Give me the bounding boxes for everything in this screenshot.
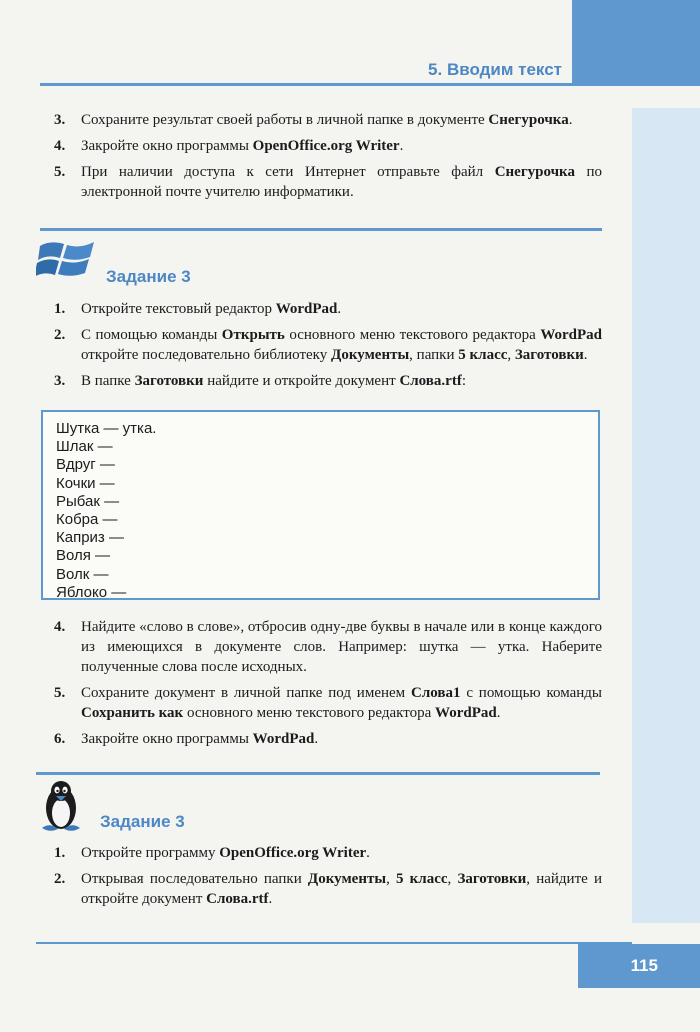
windows-steps-after [54,617,602,755]
list-item-text: Открывая последовательно папки [81,871,308,887]
emphasis-text: Документы [307,871,387,887]
emphasis-text: Заготовки [514,347,584,363]
list-item-text: . [314,731,319,747]
list-item-text: , [447,871,458,887]
list-item-number: 6. [54,731,66,747]
windows-steps-before [54,299,602,397]
list-item-number: 4. [54,619,66,635]
windows-logo-icon [36,236,96,278]
footer-rule [36,942,632,944]
task-title-windows: Задание 3 [106,267,191,286]
emphasis-text: Снегурочка [488,112,569,128]
list-item [54,110,602,130]
list-item-text: : [461,373,466,389]
list-item-text: , [386,871,396,887]
list-item-text: . [268,891,273,907]
emphasis-text: Слова1 [411,685,461,701]
list-item [54,136,602,156]
list-item-number: 1. [54,301,66,317]
list-item-text: . [337,301,342,317]
task-title-linux: Задание 3 [100,812,185,831]
document-line: Волк — [56,565,109,583]
list-item-text: откройте последовательно библиотеку [81,347,332,363]
page-number: 115 [630,956,658,975]
list-item [54,843,602,863]
chapter-title: 5. Вводим текст [428,60,562,79]
list-item-text: по электронной почте учителю информатики. [81,164,602,200]
list-item-text: найдите и откройте документ [203,373,400,389]
emphasis-text: Слова.rtf [206,891,269,907]
linux-penguin-icon [36,778,86,834]
list-item-text: , папки [409,347,459,363]
section-divider [36,772,600,775]
intro-list [54,110,602,208]
list-item-text: Откройте текстовый редактор [81,301,276,317]
document-line: Яблоко — [56,583,127,601]
list-item-number: 3. [54,112,66,128]
list-item [54,869,602,909]
list-item [54,299,602,319]
list-item-text: . [366,845,370,861]
emphasis-text: Сохранить как [81,705,184,721]
list-item-text: . [583,347,588,363]
document-lines [43,412,598,602]
list-item-number: 1. [54,845,66,861]
list-item-number: 4. [54,138,66,154]
list-item-text: . [568,112,573,128]
emphasis-text: Слова.rtf [399,373,462,389]
list-item-text: , найдите и откройте документ [81,871,602,907]
emphasis-text: WordPad [275,301,338,317]
header-accent-block [572,0,700,86]
list-item-number: 5. [54,164,66,180]
list-item-text: Откройте программу [81,845,220,861]
emphasis-text: OpenOffice.org Writer [219,845,367,861]
list-item-text: Сохраните результат своей работы в личной папке в документе [81,112,489,128]
list-item-text: В папке [81,373,135,389]
list-item-text: Найдите «слово в слове», отбросив одну-две буквы в начале или в конце каждого из имеющихся в документе слов. Например: шутка — утка. Наберите полученные слова после исходных. [81,619,602,675]
document-line: Кобра — [56,511,118,529]
page-number-block [578,944,700,988]
document-line: Рыбак — [56,492,120,510]
emphasis-text: Снегурочка [494,164,575,180]
list-item-text: основного меню текстового редактора [284,327,541,343]
linux-steps [54,843,602,915]
document-line: Воля — [56,547,111,565]
list-item-number: 2. [54,871,66,887]
list-item [54,162,602,202]
document-line: Шлак — [56,438,113,456]
list-item-text: . [399,138,404,154]
list-item-text: с помощью команды [460,685,602,701]
emphasis-text: WordPad [540,327,602,343]
emphasis-text: WordPad [252,731,315,747]
list-item [54,371,602,391]
emphasis-text: Заготовки [457,871,527,887]
emphasis-text: Открыть [221,327,285,343]
section-divider [40,228,602,231]
emphasis-text: 5 класс [395,871,448,887]
emphasis-text: Документы [331,347,410,363]
list-item-number: 2. [54,327,66,343]
list-item-text: С помощью команды [81,327,222,343]
document-line: Кочки — [56,474,115,492]
emphasis-text: Заготовки [134,373,204,389]
side-band [632,108,700,923]
header-rule [40,83,572,86]
emphasis-text: OpenOffice.org Writer [252,138,400,154]
list-item-number: 5. [54,685,66,701]
emphasis-text: WordPad [435,705,497,721]
list-item-text: , [507,347,515,363]
list-item-text: Закройте окно программы [81,138,253,154]
list-item [54,325,602,365]
list-item-text: . [496,705,501,721]
list-item-text: Сохраните документ в личной папке под именем [81,685,411,701]
list-item [54,729,602,749]
list-item-text: Закройте окно программы [81,731,253,747]
document-line: Каприз — [56,529,124,547]
document-line: Вдруг — [56,456,115,474]
list-item [54,617,602,677]
emphasis-text: 5 класс [458,347,508,363]
list-item-number: 3. [54,373,66,389]
list-item-text: основного меню текстового редактора [183,705,436,721]
document-line: Шутка — утка. [56,420,157,437]
list-item [54,683,602,723]
list-item-text: При наличии доступа к сети Интернет отправьте файл [81,164,495,180]
document-preview-box [41,410,600,600]
